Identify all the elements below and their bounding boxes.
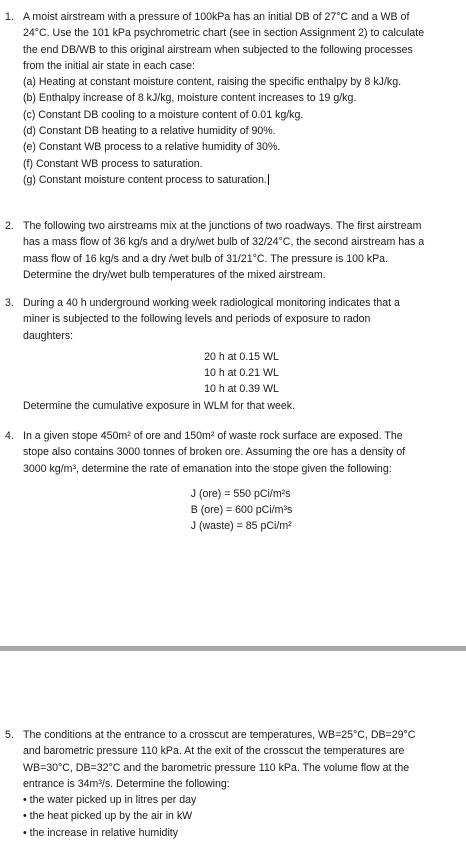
question-text-line: mass flow of 16 kg/s and a dry /wet bulb of 31/21°C. The pressure is 100 kPa. [23, 252, 389, 265]
question-number: 3. [5, 297, 14, 309]
exposure-item: 10 h at 0.21 WL [204, 367, 279, 380]
question-text-line: 24°C. Use the 101 kPa psychrometric chart (see in section Assignment 2) to calculate [23, 27, 425, 40]
question-5 [5, 727, 460, 841]
page-break-divider [0, 646, 466, 651]
question-text-line: the end DB/WB to this original airstream when subjected to the following processes [23, 43, 413, 56]
question-text-line: miner is subjected to the following levels and periods of exposure to radon [23, 313, 371, 326]
emanation-item: B (ore) = 600 pCi/m³s [190, 504, 293, 517]
question-text-line: stope also contains 3000 tonnes of broken ore. Assuming the ore has a density of [23, 446, 406, 459]
question-text-line: Determine the dry/wet bulb temperatures of the mixed airstream. [23, 268, 326, 281]
question-number: 4. [5, 430, 14, 442]
question-number: 1. [5, 11, 14, 23]
exposure-item: 10 h at 0.39 WL [204, 383, 279, 396]
text-cursor [268, 174, 269, 185]
question-4 [5, 428, 460, 535]
process-item-d: (d) Constant DB heating to a relative humidity of 90%. [23, 125, 276, 138]
question-text-line: The conditions at the entrance to a crosscut are temperatures, WB=25°C, DB=29°C [23, 729, 416, 741]
question-text-line: and barometric pressure 110 kPa. At the exit of the crosscut the temperatures are [23, 745, 405, 758]
question-text-line: entrance is 34m³/s. Determine the following: [23, 777, 230, 790]
question-3 [5, 295, 460, 414]
question-text-line: 3000 kg/m³, determine the rate of emanation into the stope given the following: [23, 462, 392, 475]
question-number: 5. [5, 729, 14, 741]
question-text-line: daughters: [23, 329, 74, 342]
question-text-line: has a mass flow of 36 kg/s and a dry/wet bulb of 32/24°C, the second airstream has a [23, 236, 425, 249]
question-text-line: During a 40 h underground working week radiological monitoring indicates that a [23, 297, 400, 309]
exposure-item: 20 h at 0.15 WL [204, 350, 279, 363]
exposure-list [23, 349, 460, 398]
question-text-line: A moist airstream with a pressure of 100kPa has an initial DB of 27°C and a WB of [23, 11, 410, 23]
emanation-values [23, 486, 460, 535]
emanation-item: J (ore) = 550 pCi/m²s [190, 487, 291, 500]
emanation-item: J (waste) = 85 pCi/m² [190, 520, 292, 533]
question-closing: Determine the cumulative exposure in WLM for that week. [23, 399, 296, 412]
question-1 [5, 9, 460, 188]
process-item-f: (f) Constant WB process to saturation. [23, 157, 203, 170]
question-number: 2. [5, 220, 14, 232]
question-2 [5, 218, 460, 283]
question-text-line: The following two airstreams mix at the junctions of two roadways. The first airstream [23, 220, 422, 232]
question-text-line: from the initial air state in each case: [23, 59, 195, 72]
question-text-line: WB=30°C, DB=32°C and the barometric pressure 110 kPa. The volume flow at the [23, 761, 410, 774]
process-item-e: (e) Constant WB process to a relative humidity of 30%. [23, 141, 281, 154]
process-item-b: (b) Enthalpy increase of 8 kJ/kg, moisture content increases to 19 g/kg. [23, 92, 357, 105]
bullet-item: • the water picked up in litres per day [23, 792, 460, 808]
question-text-line: In a given stope 450m² of ore and 150m² of waste rock surface are exposed. The [23, 430, 403, 442]
process-item-a: (a) Heating at constant moisture content, raising the specific enthalpy by 8 kJ/kg. [23, 76, 402, 89]
process-item-g[interactable]: (g) Constant moisture content process to saturation. [23, 173, 267, 186]
bullet-item: • the increase in relative humidity [23, 825, 460, 841]
bullet-item: • the heat picked up by the air in kW [23, 808, 460, 824]
process-item-c: (c) Constant DB cooling to a moisture content of 0.01 kg/kg. [23, 108, 304, 121]
